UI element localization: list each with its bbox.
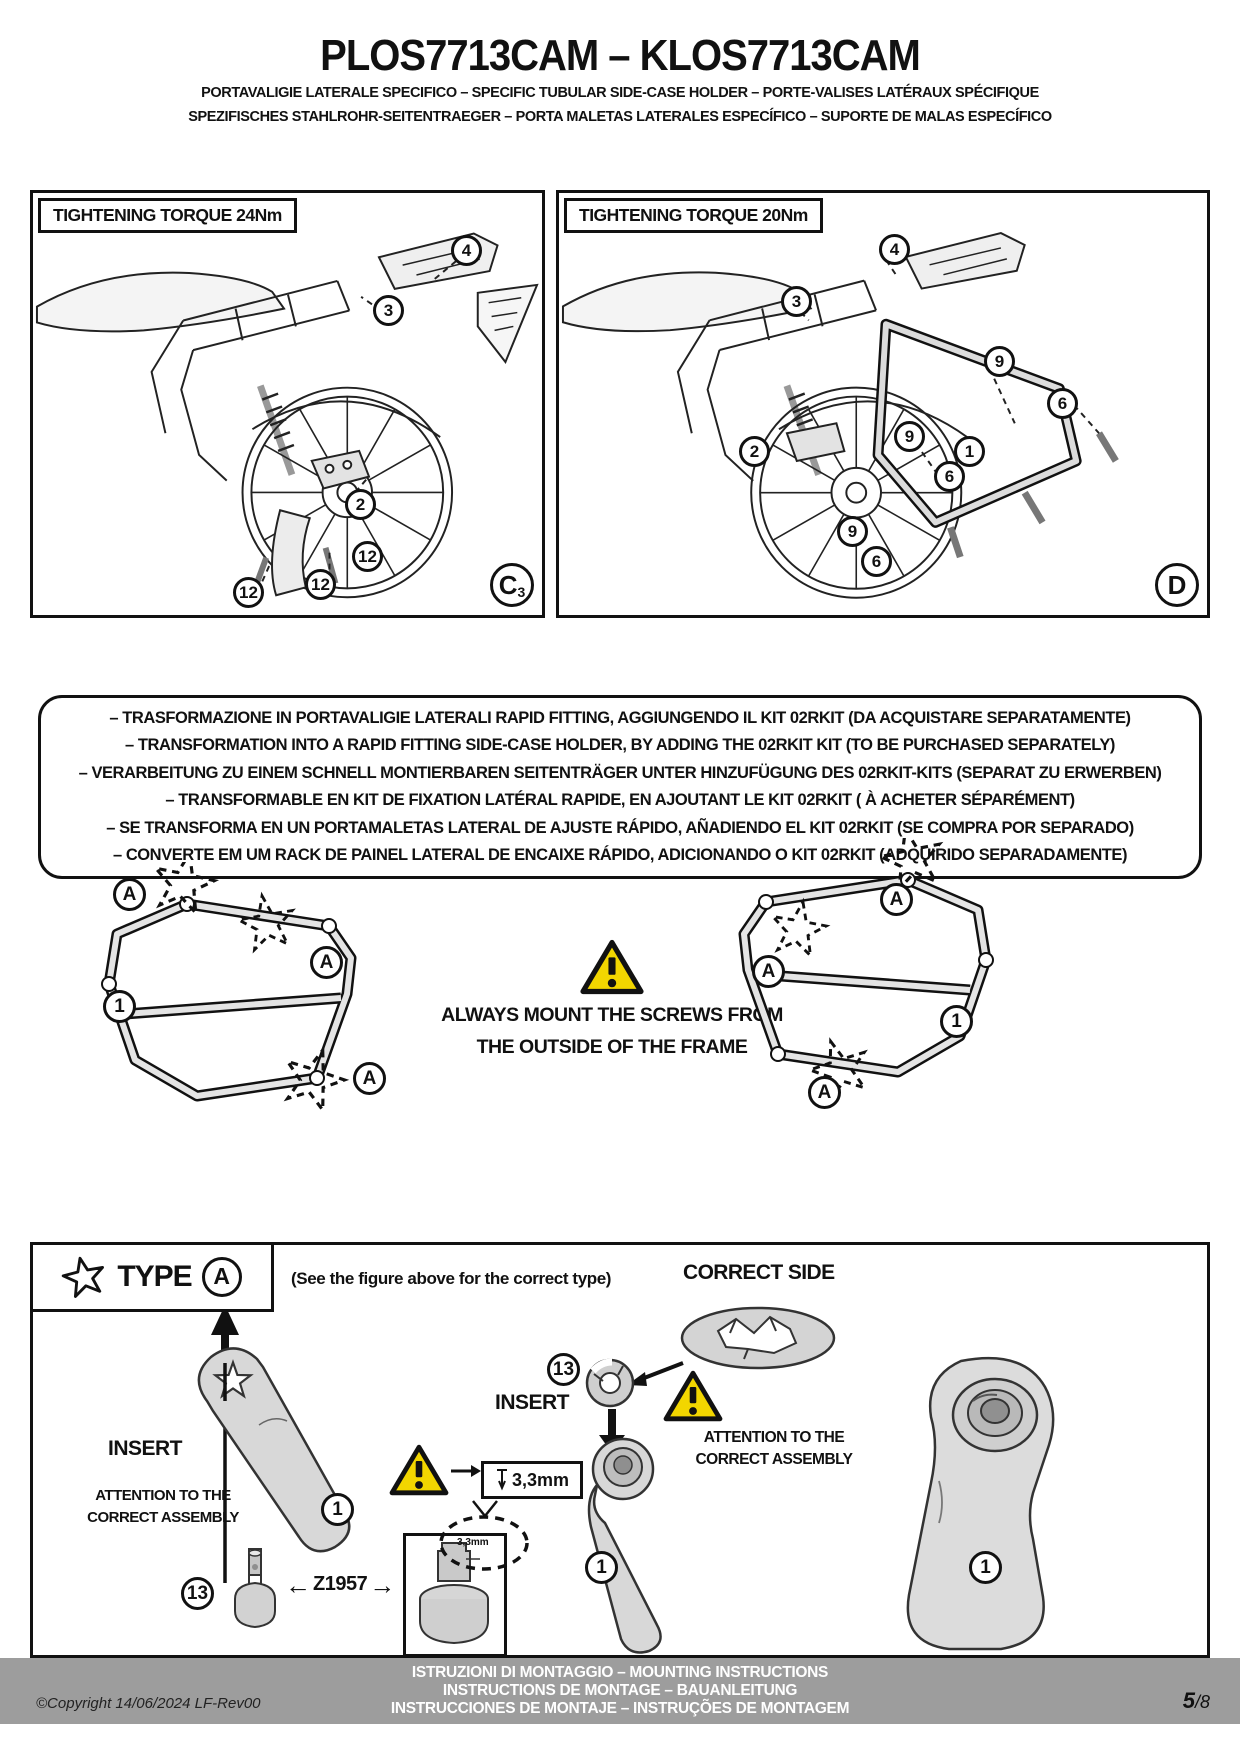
callout-6: 6 (934, 461, 965, 492)
torque-label-right: TIGHTENING TORQUE 20Nm (564, 198, 823, 233)
warning-triangle-icon (663, 1369, 723, 1423)
callout-6: 6 (1047, 388, 1078, 419)
callout-9: 9 (894, 421, 925, 452)
note-de: – VERARBEITUNG ZU EINEM SCHNELL MONTIERBAREN SEITENTRÄGER UNTER HINZUFÜGUNG DES 02RKIT-KITS (SEPARAT ZU ERWERBEN) (78, 763, 1162, 782)
callout-12: 12 (352, 541, 383, 572)
clip-ring-drawing (581, 1357, 639, 1409)
pannier-frame-drawing-right (690, 838, 1040, 1103)
insert-label-mid: INSERT (495, 1391, 570, 1414)
warning-triangle-icon (389, 1443, 449, 1497)
attention-note-right (669, 1427, 879, 1471)
attention-note-left (48, 1485, 278, 1529)
callout-4: 4 (451, 235, 482, 266)
callout-12: 12 (305, 569, 336, 600)
star-icon (61, 1254, 107, 1300)
see-figure-note: (See the figure above for the correct type) (291, 1269, 612, 1288)
page-title: PLOS7713CAM – KLOS7713CAM (320, 32, 920, 80)
callout-4: 4 (879, 234, 910, 265)
callout-9: 9 (984, 346, 1015, 377)
attention-left-line-2: CORRECT ASSEMBLY (87, 1509, 239, 1526)
figure-panel-c3 (30, 190, 545, 618)
attention-left-line-1: ATTENTION TO THE (95, 1487, 231, 1504)
panel-id-c3 (490, 563, 534, 607)
screws-warning-line-1: ALWAYS MOUNT THE SCREWS FROM (441, 1004, 783, 1026)
screws-warning-line-2: THE OUTSIDE OF THE FRAME (476, 1036, 748, 1058)
attention-right-line-2: CORRECT ASSEMBLY (695, 1451, 853, 1468)
label-1: 1 (940, 1005, 973, 1038)
warning-triangle-icon (579, 938, 645, 996)
subtitle-line-2: SPEZIFISCHES STAHLROHR-SEITENTRAEGER – PORTA MALETAS LATERALES ESPECÍFICO – SUPORTE DE MALAS ESPECÍFICO (188, 109, 1052, 125)
page-total: /8 (1194, 1692, 1210, 1712)
header (0, 34, 1240, 127)
copyright-text: ©Copyright 14/06/2024 LF-Rev00 (36, 1695, 261, 1712)
arm-socket-closeup-right (873, 1353, 1088, 1653)
arrow-right-icon: → (369, 1569, 396, 1600)
label-a: A (353, 1062, 386, 1095)
label-a: A (752, 955, 785, 988)
panel-id-d (1155, 563, 1199, 607)
note-fr: – TRANSFORMABLE EN KIT DE FIXATION LATÉRAL RAPIDE, EN AJOUTANT LE KIT 02RKIT ( À ACHETER SÉPARÉMENT) (165, 791, 1075, 809)
label-a: A (880, 883, 913, 916)
callout-13-mid: 13 (547, 1353, 580, 1386)
washer-correct-side-drawing (678, 1303, 838, 1373)
note-es: – SE TRANSFORMA EN UN PORTAMALETAS LATERAL DE AJUSTE RÁPIDO, AÑADIENDO EL KIT 02RKIT (SE COMPRA POR SEPARADO) (106, 818, 1134, 837)
attention-right-line-1: ATTENTION TO THE (703, 1429, 845, 1446)
label-a: A (113, 878, 146, 911)
arm-insert-diagram-left (163, 1305, 373, 1585)
callout-3: 3 (373, 295, 404, 326)
callout-1-left-arm: 1 (321, 1493, 354, 1526)
arrow-right-icon (451, 1463, 481, 1479)
arrow-left-icon: ← (285, 1569, 311, 1600)
page-current: 5 (1182, 1688, 1195, 1713)
callout-1-right-arm: 1 (969, 1551, 1002, 1584)
note-en: – TRANSFORMATION INTO A RAPID FITTING SIDE-CASE HOLDER, BY ADDING THE 02RKIT KIT (TO BE PURCHASED SEPARATELY) (125, 736, 1115, 754)
callout-6: 6 (861, 546, 892, 577)
type-a-section (30, 1242, 1210, 1658)
footer-line-3: INSTRUCCIONES DE MONTAJE – INSTRUÇÕES DE MONTAGEM (390, 1700, 850, 1717)
side-frame-diagram-right (690, 838, 1040, 1103)
type-letter-a: A (202, 1257, 242, 1297)
type-a-header (30, 1242, 274, 1312)
insert-label-left: INSERT (108, 1437, 183, 1460)
note-pt: – CONVERTE EM UM RACK DE PAINEL LATERAL DE ENCAIXE RÁPIDO, ADICIONANDO O KIT 02RKIT (ADQUIRIDO SEPARADAMENTE) (112, 846, 1128, 864)
part-code-z1957 (285, 1569, 396, 1600)
subtitle-line-1: PORTAVALIGIE LATERALE SPECIFICO – SPECIFIC TUBULAR SIDE-CASE HOLDER – PORTE-VALISES LATÉRAUX SPÉCIFIQUE (201, 85, 1039, 101)
type-label: TYPE (117, 1259, 192, 1293)
dimension-arrow-icon (495, 1467, 509, 1493)
footer-bar (0, 1658, 1240, 1724)
panel-letter: D (1167, 569, 1187, 600)
callout-12: 12 (233, 577, 264, 608)
side-frame-diagram-left (55, 862, 405, 1117)
pointer-wedge-icon (469, 1499, 503, 1519)
footer-line-2: INSTRUCTIONS DE MONTAGE – BAUANLEITUNG (442, 1682, 798, 1699)
label-a: A (808, 1076, 841, 1109)
callout-9: 9 (837, 516, 868, 547)
label-1: 1 (103, 990, 136, 1023)
dim-label-small: 3,3mm (457, 1537, 489, 1548)
callout-1-mid-arm: 1 (585, 1551, 618, 1584)
callout-13-left: 13 (181, 1577, 214, 1610)
label-a: A (310, 946, 343, 979)
part-code-label: Z1957 (313, 1573, 368, 1595)
figure-panel-d (556, 190, 1210, 618)
grommet-part-drawing (229, 1545, 281, 1631)
callout-2: 2 (739, 436, 770, 467)
footer-line-1: ISTRUZIONI DI MONTAGGIO – MOUNTING INSTRUCTIONS (411, 1664, 829, 1681)
callout-1: 1 (954, 436, 985, 467)
callout-3: 3 (781, 286, 812, 317)
callout-2: 2 (345, 489, 376, 520)
dimension-box (481, 1461, 583, 1499)
panel-letter-sub: 3 (517, 584, 526, 600)
page-number (1183, 1688, 1210, 1714)
mounting-instructions-block (0, 1664, 1240, 1718)
note-it: – TRASFORMAZIONE IN PORTAVALIGIE LATERALI RAPID FITTING, AGGIUNGENDO IL KIT 02RKIT (DA ACQUISTARE SEPARATAMENTE) (109, 708, 1131, 727)
dim-label: 3,3mm (511, 1469, 570, 1490)
correct-side-label: CORRECT SIDE (683, 1261, 835, 1284)
panel-letter: C (498, 569, 518, 600)
torque-label-left: TIGHTENING TORQUE 24Nm (38, 198, 297, 233)
